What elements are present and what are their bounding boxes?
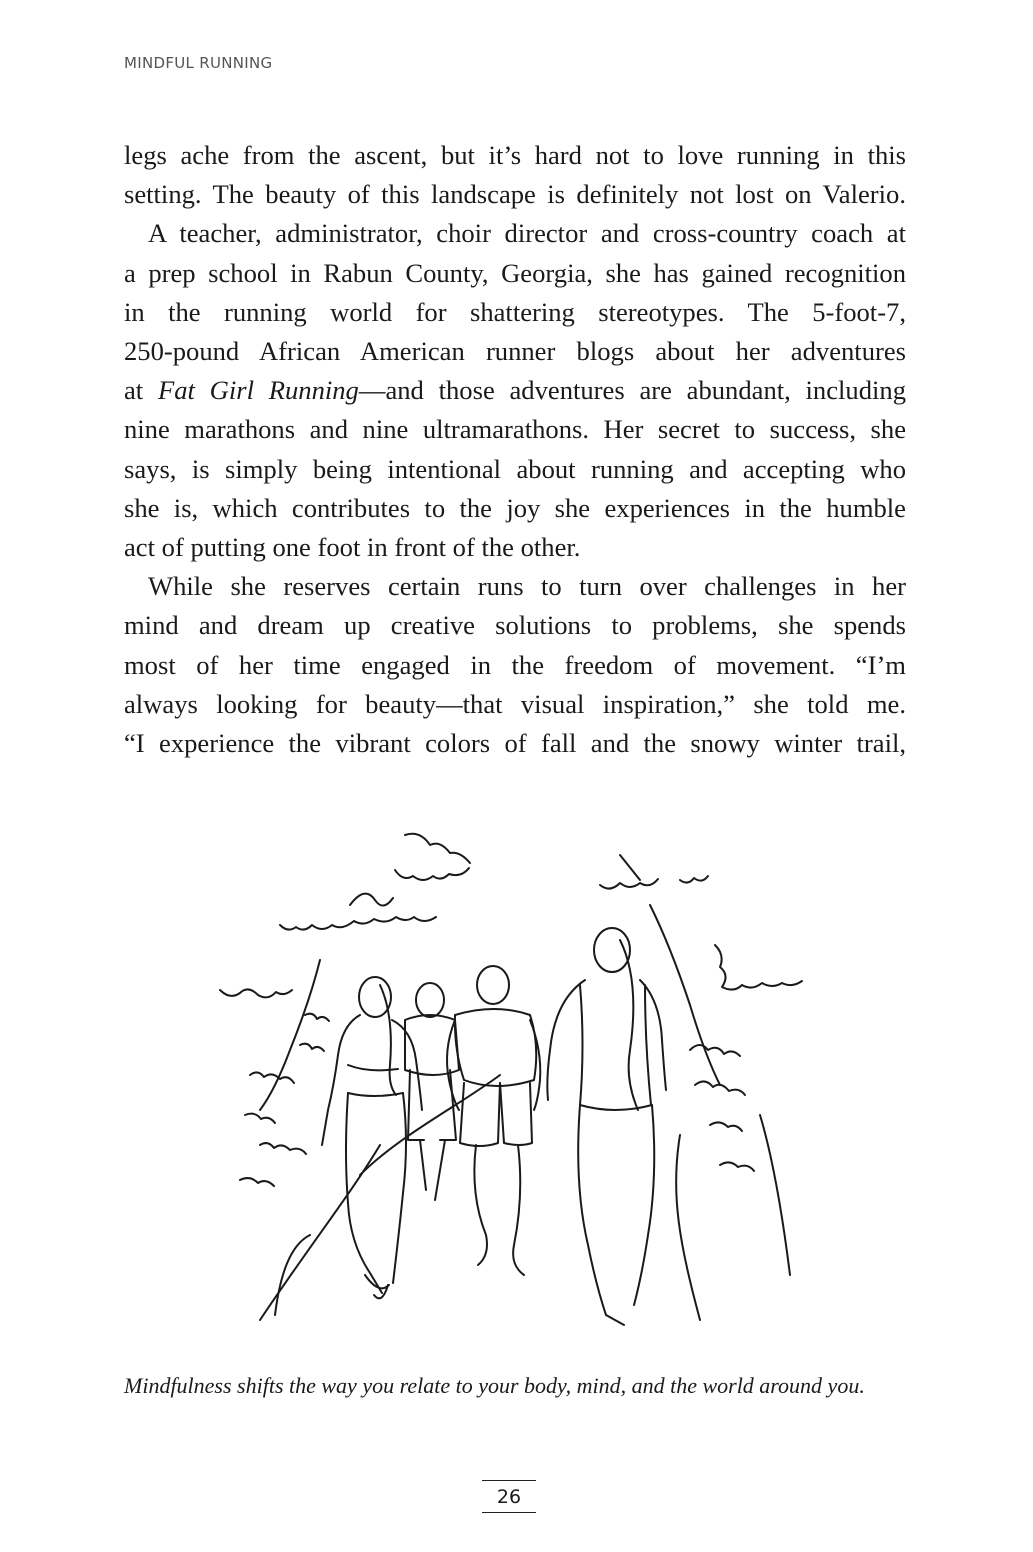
path-edge-right	[676, 1135, 700, 1320]
foliage	[680, 876, 708, 883]
text-line: While she reserves certain runs to turn over challenges in her	[148, 571, 906, 602]
text-line: always looking for beauty—that visual inspiration,” she told me.	[124, 688, 906, 719]
text-fragment: at	[124, 375, 158, 406]
text-line	[124, 371, 906, 410]
foliage	[280, 917, 436, 930]
text-line: “I experience the vibrant colors of fall and the snowy winter trail,	[124, 728, 906, 759]
folio-rule-bottom	[482, 1512, 536, 1513]
blog-title: Fat Girl Running	[157, 375, 359, 406]
runner-man-center	[447, 966, 540, 1275]
text-line: says, is simply being intentional about running and accepting who	[124, 453, 906, 484]
foliage	[710, 1122, 742, 1131]
text-line: she is, which contributes to the joy she experiences in the humble	[124, 492, 906, 523]
branch	[260, 960, 320, 1110]
foliage	[240, 1178, 274, 1186]
text-line: most of her time engaged in the freedom of movement. “I’m	[124, 649, 906, 680]
grass	[275, 1235, 310, 1315]
text-line: 250-pound African American runner blogs about her adventures	[124, 336, 906, 367]
text-fragment: —and those adventures are abundant, including	[358, 375, 907, 406]
foliage	[260, 1143, 306, 1154]
running-head: MINDFUL RUNNING	[124, 54, 273, 72]
text-line: a prep school in Rabun County, Georgia, she has gained recognition	[124, 257, 906, 288]
folio-rule-top	[482, 1480, 536, 1481]
foliage	[220, 989, 292, 997]
foliage	[405, 834, 470, 863]
text-line: mind and dream up creative solutions to problems, she spends	[124, 610, 906, 641]
runners-illustration	[200, 815, 840, 1355]
foliage	[350, 894, 393, 906]
foliage	[250, 1072, 294, 1083]
text-line: in the running world for shattering stereotypes. The 5-foot-7,	[124, 296, 906, 327]
runner-woman-right	[547, 928, 666, 1325]
path-curve	[360, 1075, 500, 1175]
tree-trunk-right	[760, 1115, 790, 1275]
text-line: nine marathons and nine ultramarathons. Her secret to success, she	[124, 414, 906, 445]
foliage	[395, 868, 469, 880]
foliage	[715, 945, 802, 990]
body-text	[124, 136, 906, 763]
text-line: setting. The beauty of this landscape is definitely not lost on Valerio.	[124, 179, 906, 210]
foliage	[245, 1114, 275, 1123]
foliage	[300, 1044, 324, 1051]
text-line: legs ache from the ascent, but it’s hard not to love running in this	[124, 140, 906, 170]
branch	[620, 855, 640, 880]
foliage	[690, 1045, 740, 1056]
foliage	[305, 1014, 329, 1021]
text-line: A teacher, administrator, choir director and cross-country coach at	[148, 218, 906, 249]
text-line: act of putting one foot in front of the other.	[124, 532, 581, 563]
page-number: 26	[496, 1486, 522, 1508]
foliage	[600, 879, 658, 889]
foliage	[720, 1162, 754, 1171]
figure-caption: Mindfulness shifts the way you relate to your body, mind, and the world around you.	[124, 1373, 865, 1398]
branch	[650, 905, 720, 1085]
